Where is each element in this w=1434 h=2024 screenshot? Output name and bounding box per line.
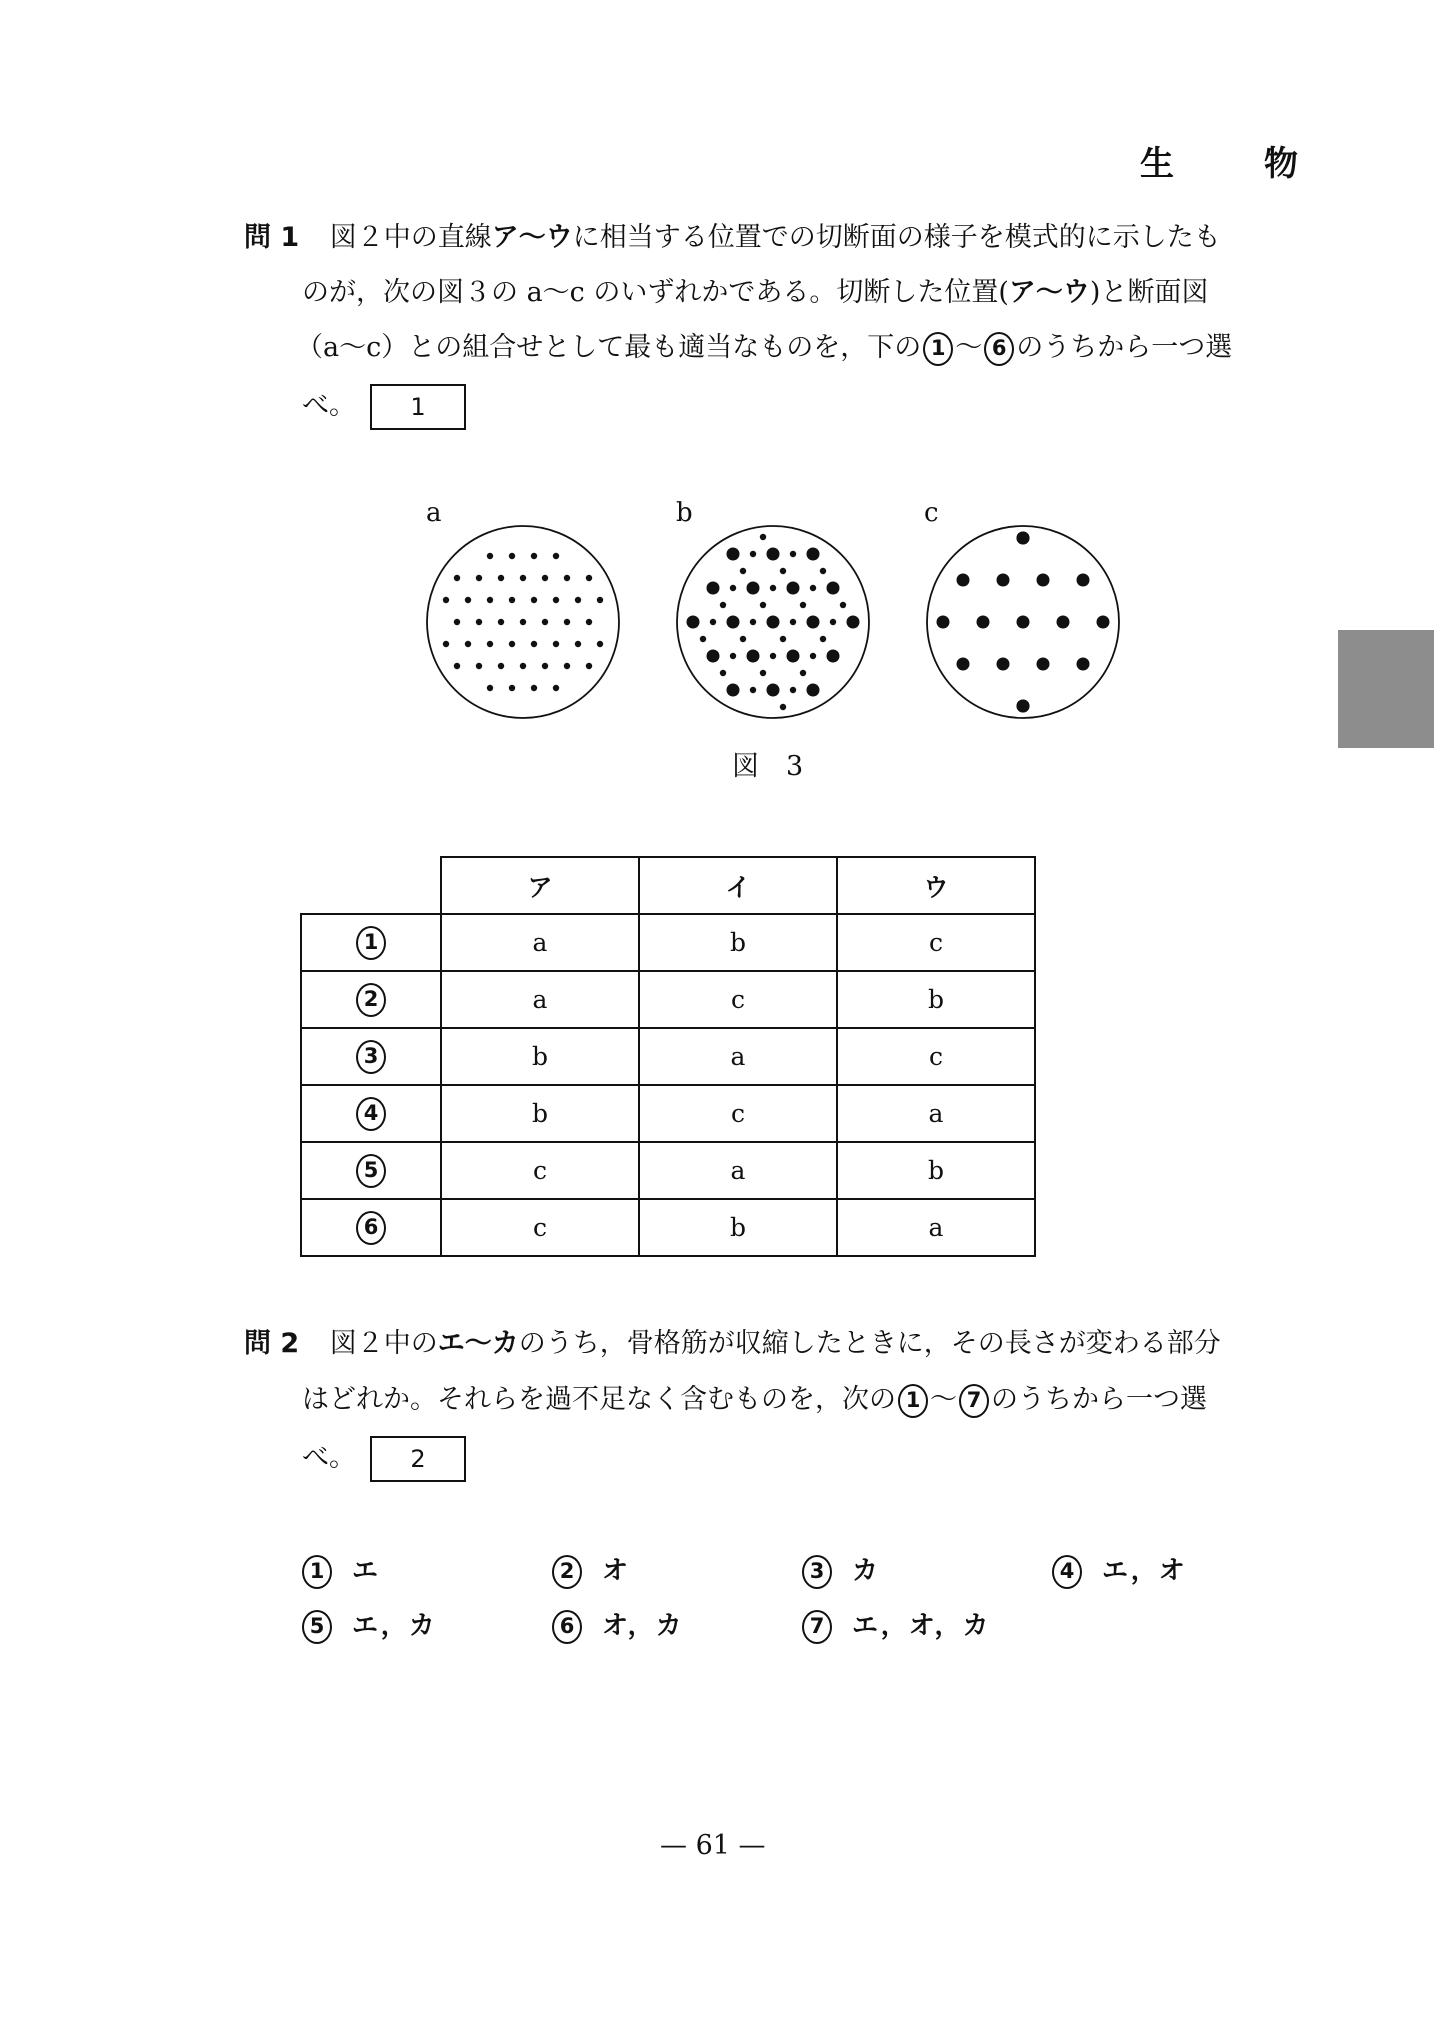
option-number: 4 [1052, 1555, 1082, 1589]
thick-filament-dot [1037, 658, 1050, 671]
thick-filament-dot [727, 548, 740, 561]
choice-number-cell[interactable] [301, 914, 441, 971]
table-cell: a [639, 1028, 837, 1085]
thin-filament-dot [800, 670, 806, 676]
choice-number-cell[interactable] [301, 1028, 441, 1085]
table-row [301, 1142, 1035, 1199]
q2-option-2[interactable] [550, 1550, 630, 1589]
thin-filament-dot [586, 619, 592, 625]
answer-box-1[interactable]: 1 [370, 384, 466, 430]
thin-filament-dot [820, 568, 826, 574]
thin-filament-dot [531, 553, 537, 559]
thick-filament-dot [1017, 532, 1030, 545]
thin-filament-dot [454, 619, 460, 625]
thin-filament-dot [509, 685, 515, 691]
q1-text: （a～c）との組合せとして最も適当なものを，下の [296, 332, 922, 363]
table-cell: c [441, 1199, 639, 1256]
table-cell: b [441, 1028, 639, 1085]
q2-option-1[interactable] [300, 1550, 380, 1589]
table-corner [301, 857, 441, 914]
cross-section-c [927, 526, 1119, 718]
figure-caption: 図 3 [732, 751, 804, 782]
thick-filament-dot [1077, 658, 1090, 671]
q2-text: べ。 [302, 1442, 356, 1473]
table-cell: b [639, 914, 837, 971]
thick-filament-dot [787, 582, 800, 595]
thin-filament-dot [531, 641, 537, 647]
thin-filament-dot [476, 663, 482, 669]
thin-filament-dot [597, 597, 603, 603]
thin-filament-dot [730, 653, 736, 659]
table-cell: a [837, 1085, 1035, 1142]
q2-text: のうちから一つ選 [991, 1384, 1207, 1415]
question-2-label: 問 2 [244, 1328, 300, 1359]
thin-filament-dot [710, 619, 716, 625]
thin-filament-dot [575, 597, 581, 603]
choice-number-cell[interactable] [301, 1085, 441, 1142]
thick-filament-dot [1057, 616, 1070, 629]
table-row [301, 1199, 1035, 1256]
q2-option-7[interactable] [800, 1605, 990, 1644]
thick-filament-dot [1017, 616, 1030, 629]
figure-panel-label-b: b [676, 498, 693, 528]
thick-filament-dot [807, 616, 820, 629]
thin-filament-dot [750, 619, 756, 625]
table-row [301, 971, 1035, 1028]
thin-filament-dot [553, 553, 559, 559]
option-number: 3 [802, 1555, 832, 1589]
thick-filament-dot [747, 650, 760, 663]
thin-filament-dot [564, 619, 570, 625]
option-number: 2 [552, 1555, 582, 1589]
table-cell: c [639, 971, 837, 1028]
table-row [301, 914, 1035, 971]
thin-filament-dot [553, 685, 559, 691]
section-tab-marker [1338, 630, 1434, 748]
cross-section-a [427, 526, 619, 718]
choice-number: 6 [356, 1211, 386, 1245]
figure-panel-label-a: a [426, 498, 442, 528]
thick-filament-dot [707, 582, 720, 595]
q2-option-3[interactable] [800, 1550, 880, 1589]
thin-filament-dot [575, 641, 581, 647]
figure-panel-label-c: c [924, 498, 939, 528]
option-text: オ [602, 1556, 631, 1586]
thin-filament-dot [531, 597, 537, 603]
thick-filament-dot [767, 548, 780, 561]
thin-filament-dot [553, 597, 559, 603]
thin-filament-dot [730, 585, 736, 591]
option-number: 1 [302, 1555, 332, 1589]
table-cell: c [837, 1028, 1035, 1085]
q2-text: 図２中の [329, 1328, 438, 1359]
thin-filament-dot [840, 602, 846, 608]
thin-filament-dot [810, 585, 816, 591]
thin-filament-dot [740, 636, 746, 642]
option-number: 6 [552, 1610, 582, 1644]
thin-filament-dot [487, 641, 493, 647]
thick-filament-dot [997, 574, 1010, 587]
option-text: オ，カ [602, 1611, 684, 1641]
thin-filament-dot [586, 663, 592, 669]
table-cell: b [639, 1199, 837, 1256]
thick-filament-dot [957, 658, 970, 671]
thick-filament-dot [707, 650, 720, 663]
thin-filament-dot [454, 663, 460, 669]
thick-filament-dot [767, 684, 780, 697]
choice-number-cell[interactable] [301, 1142, 441, 1199]
q1-text: 図２中の直線 [329, 222, 492, 253]
q1-range-term: ア～ウ [491, 222, 573, 253]
thin-filament-dot [700, 636, 706, 642]
circled-number: 1 [923, 332, 953, 366]
thin-filament-dot [810, 653, 816, 659]
thick-filament-dot [807, 684, 820, 697]
choice-number: 2 [356, 983, 386, 1017]
choices-table [300, 856, 1036, 1257]
thin-filament-dot [740, 568, 746, 574]
q2-option-6[interactable] [550, 1605, 684, 1644]
thin-filament-dot [465, 597, 471, 603]
thick-filament-dot [787, 650, 800, 663]
q2-range-term: エ～カ [437, 1328, 519, 1359]
table-cell: a [837, 1199, 1035, 1256]
thin-filament-dot [531, 685, 537, 691]
thin-filament-dot [790, 619, 796, 625]
q1-text: のが，次の図３の a～c のいずれかである。切断した位置( [302, 277, 1009, 308]
cross-section-b [677, 526, 869, 718]
tilde: ～ [930, 1384, 957, 1415]
thick-filament-dot [847, 616, 860, 629]
option-text: エ，オ，カ [852, 1611, 991, 1641]
thin-filament-dot [750, 687, 756, 693]
thin-filament-dot [454, 575, 460, 581]
answer-box-2[interactable]: 2 [370, 1436, 466, 1482]
thin-filament-dot [800, 602, 806, 608]
option-text: カ [852, 1556, 881, 1586]
thin-filament-dot [476, 575, 482, 581]
thin-filament-dot [443, 597, 449, 603]
thick-filament-dot [937, 616, 950, 629]
thick-filament-dot [977, 616, 990, 629]
table-cell: a [639, 1142, 837, 1199]
option-number: 5 [302, 1610, 332, 1644]
thick-filament-dot [767, 616, 780, 629]
thin-filament-dot [443, 641, 449, 647]
option-text: エ，オ [1102, 1556, 1187, 1586]
thin-filament-dot [720, 670, 726, 676]
thin-filament-dot [760, 670, 766, 676]
thin-filament-dot [487, 597, 493, 603]
thick-filament-dot [997, 658, 1010, 671]
thin-filament-dot [509, 597, 515, 603]
table-row [301, 1028, 1035, 1085]
thick-filament-dot [957, 574, 970, 587]
thin-filament-dot [498, 619, 504, 625]
thin-filament-dot [542, 619, 548, 625]
q2-option-5[interactable] [300, 1605, 437, 1644]
thick-filament-dot [1077, 574, 1090, 587]
option-text: エ，カ [352, 1611, 437, 1641]
thin-filament-dot [586, 575, 592, 581]
page-number: — 61 — [660, 1830, 766, 1861]
table-cell: a [441, 971, 639, 1028]
q1-text: のうちから一つ選 [1016, 332, 1233, 363]
q2-text: のうち，骨格筋が収縮したときに，その長さが変わる部分 [518, 1328, 1221, 1359]
circled-number: 6 [984, 332, 1014, 366]
thin-filament-dot [564, 575, 570, 581]
circled-number: 1 [898, 1384, 928, 1418]
thin-filament-dot [520, 619, 526, 625]
thick-filament-dot [1037, 574, 1050, 587]
table-cell: b [837, 971, 1035, 1028]
thin-filament-dot [487, 553, 493, 559]
table-row [301, 1085, 1035, 1142]
question-1-label: 問 1 [244, 222, 300, 253]
q1-text: べ。 [302, 390, 356, 421]
thin-filament-dot [509, 553, 515, 559]
thin-filament-dot [476, 619, 482, 625]
thick-filament-dot [1097, 616, 1110, 629]
choice-number-cell[interactable] [301, 1199, 441, 1256]
table-cell: b [441, 1085, 639, 1142]
thin-filament-dot [542, 575, 548, 581]
thin-filament-dot [553, 641, 559, 647]
thin-filament-dot [770, 653, 776, 659]
tilde: ～ [955, 332, 983, 363]
table-header: ウ [837, 857, 1035, 914]
choice-number: 4 [356, 1097, 386, 1131]
table-header: イ [639, 857, 837, 914]
thin-filament-dot [790, 687, 796, 693]
thick-filament-dot [727, 616, 740, 629]
circled-number: 7 [959, 1384, 989, 1418]
choice-number: 5 [356, 1154, 386, 1188]
thin-filament-dot [790, 551, 796, 557]
choice-number: 3 [356, 1040, 386, 1074]
thin-filament-dot [760, 602, 766, 608]
thin-filament-dot [564, 663, 570, 669]
thin-filament-dot [780, 568, 786, 574]
thin-filament-dot [770, 585, 776, 591]
choice-number: 1 [356, 926, 386, 960]
thick-filament-dot [827, 650, 840, 663]
thin-filament-dot [498, 663, 504, 669]
q1-range-term: ア～ウ [1008, 277, 1090, 308]
table-cell: a [441, 914, 639, 971]
thin-filament-dot [750, 551, 756, 557]
q1-text: に相当する位置での切断面の様子を模式的に示したも [572, 222, 1221, 253]
table-cell: c [441, 1142, 639, 1199]
thick-filament-dot [747, 582, 760, 595]
thick-filament-dot [687, 616, 700, 629]
table-cell: b [837, 1142, 1035, 1199]
thin-filament-dot [498, 575, 504, 581]
thin-filament-dot [465, 641, 471, 647]
thin-filament-dot [830, 619, 836, 625]
table-cell: c [837, 914, 1035, 971]
q2-text: はどれか。それらを過不足なく含むものを，次の [302, 1384, 896, 1415]
thick-filament-dot [827, 582, 840, 595]
table-header: ア [441, 857, 639, 914]
thin-filament-dot [720, 602, 726, 608]
option-text: エ [352, 1556, 381, 1586]
table-cell: c [639, 1085, 837, 1142]
thin-filament-dot [780, 704, 786, 710]
thin-filament-dot [597, 641, 603, 647]
thin-filament-dot [760, 534, 766, 540]
thin-filament-dot [509, 641, 515, 647]
thick-filament-dot [727, 684, 740, 697]
option-number: 7 [802, 1610, 832, 1644]
choice-number-cell[interactable] [301, 971, 441, 1028]
thin-filament-dot [542, 663, 548, 669]
q2-option-4[interactable] [1050, 1550, 1187, 1589]
thin-filament-dot [520, 663, 526, 669]
thin-filament-dot [780, 636, 786, 642]
q1-text: )と断面図 [1089, 277, 1209, 308]
thin-filament-dot [487, 685, 493, 691]
thin-filament-dot [520, 575, 526, 581]
thick-filament-dot [807, 548, 820, 561]
thick-filament-dot [1017, 700, 1030, 713]
figure-3-cross-sections [420, 520, 1140, 730]
subject-title: 生 物 [1140, 144, 1326, 184]
thin-filament-dot [820, 636, 826, 642]
